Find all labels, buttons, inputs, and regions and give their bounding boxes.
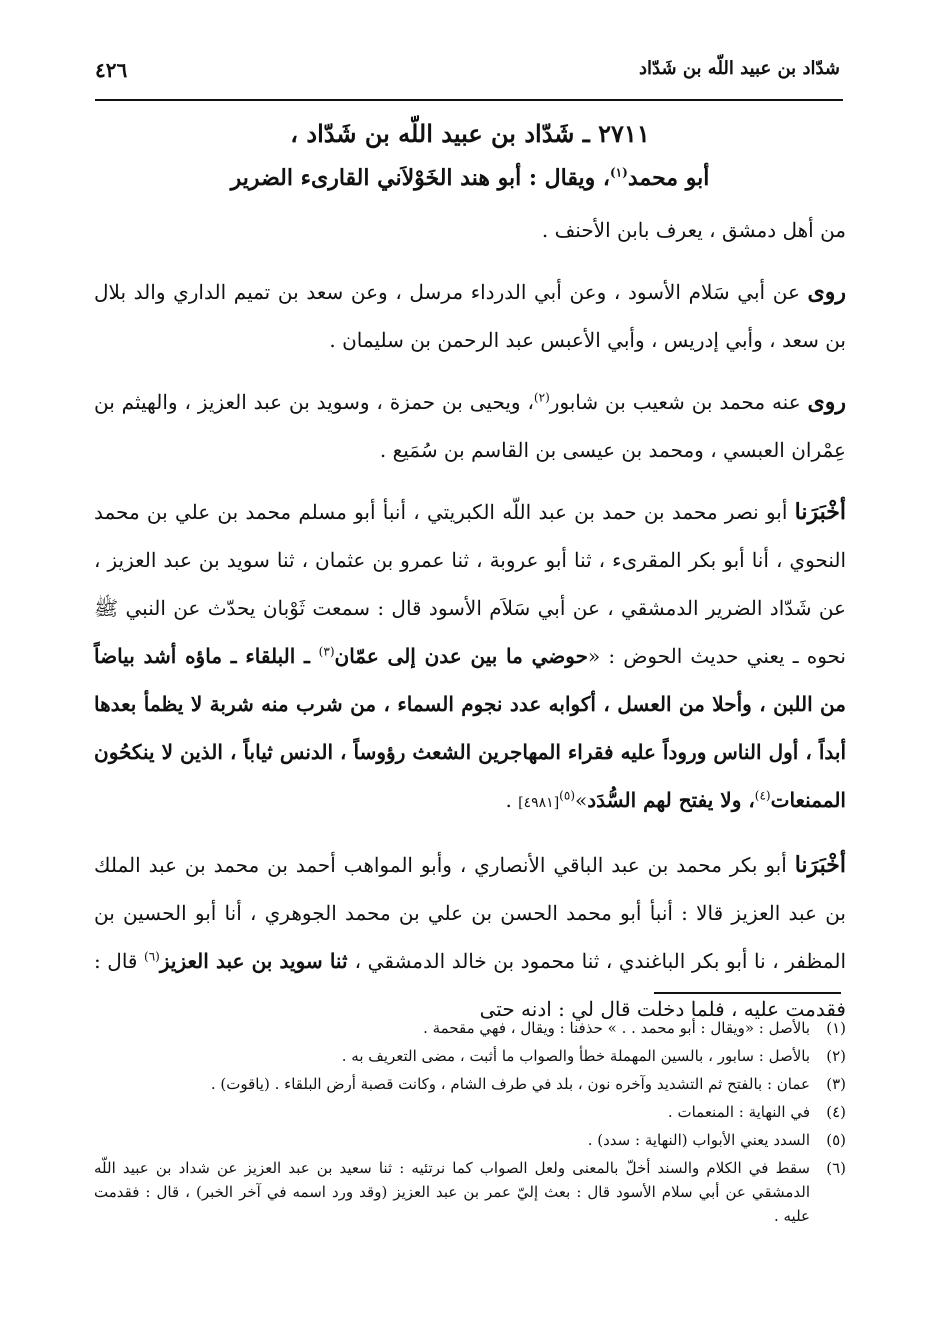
subtitle-part-b: ، ويقال : أبو هند الخَوْلاَني القارىء الضرير [230, 165, 610, 191]
footnote-marker: (٥) [559, 788, 575, 803]
paragraph-lead: أخْبَرَنا [794, 499, 846, 525]
footnote-number: (٥) [826, 1131, 846, 1149]
hadith-reference: [٤٩٨١] [518, 795, 560, 811]
paragraph-text: ، ويحيى بن حمزة ، وسويد بن عبد العزيز ، والهيثم بن عِمْران العبسي ، ومحمد بن عيسى بن القاسم بن سُمَيع . [94, 390, 846, 462]
isnad-text: أبو بكر محمد بن عبد الباقي الأنصاري ، وأبو المواهب أحمد بن محمد بن عبد الملك بن عبد العزيز قالا : أنبأ أبو محمد الحسن بن علي بن محمد الجوهري ، أنا أبو الحسين بن المظفر ، نا أبو بكر الباغندي ، ثنا محمود بن خالد الدمشقي ، [94, 853, 847, 973]
footnote [94, 1156, 846, 1228]
paragraph-text: قال : فقدمت عليه ، فلما دخلت قال لي : ادنه حتى [94, 949, 846, 1021]
hadith-text: حوضي ما بين عدن إلى عمّان [334, 644, 588, 668]
quote-close: » [575, 788, 588, 812]
paragraph-text: عن أبي سَلام الأسود ، وعن أبي الدرداء مرسل ، وعن سعد بن تميم الداري والد بلال بن سعد ، وأبي إدريس ، وأبي الأعبس عبد الرحمن بن سليمان . [94, 280, 846, 352]
footnote-text: السدد يعني الأبواب (النهاية : سدد) . [587, 1131, 810, 1149]
paragraph-text: عنه محمد بن شعيب بن شابور [549, 390, 801, 414]
footnote-number: (٢) [826, 1047, 846, 1065]
paragraph-hadith [94, 488, 846, 827]
footnote-number: (١) [826, 1019, 846, 1037]
footnote [94, 1044, 846, 1068]
paragraph-lead: أخْبَرَنا [794, 852, 847, 878]
footnote-number: (٤) [826, 1103, 846, 1121]
isnad-bold: ثنا سويد بن عبد العزيز [159, 949, 355, 973]
footnote [94, 1016, 846, 1040]
hadith-text: ـ البلقاء ـ ماؤه أشد بياضاً من اللبن ، وأحلا من العسل ، أكوابه عدد نجوم السماء ، من شرب منه شربة لا يظمأ بعدها أبداً ، أول الناس وروداً عليه فقراء المهاجرين الشعث رؤوساً ، الدنس ثياباً ، الذين لا ينكحُون الممنعات [94, 644, 846, 812]
paragraph-narrated-by [94, 378, 846, 474]
entry-origin: من أهل دمشق ، يعرف بابن الأحنف . [541, 218, 846, 242]
footnote-text: سقط في الكلام والسند أخلّ بالمعنى ولعل الصواب كما نرتئيه : ثنا سعيد بن عبد العزيز عن شداد بن عبيد اللّه الدمشقي عن أبي سلام الأسود قال : بعث إليّ عمر بن عبد العزيز (وقد ورد اسمه في آخر الخبر) ، قال : فقدمت عليه . [94, 1159, 810, 1225]
isnad-text: أبو نصر محمد بن حمد بن عبد اللّه الكبريتي ، أنبأ أبو مسلم محمد بن علي بن محمد النحوي ، أنا أبو بكر المقرىء ، ثنا أبو عروبة ، ثنا عمرو بن عثمان ، ثنا سويد بن عبد العزيز ، عن شَدّاد الضرير الدمشقي ، عن أبي سَلاَم الأسود قال : سمعت ثَوْبان يحدّث عن النبي ﷺ نحوه ـ يعني حديث الحوض : « [94, 500, 846, 668]
footnote [94, 1072, 846, 1096]
footnote-text: عمان : بالفتح ثم التشديد وآخره نون ، بلد في طرف الشام ، وكانت قصبة أرض البلقاء . (ياقوت) . [210, 1075, 810, 1093]
page-header [95, 58, 840, 92]
footnote-marker: (٦) [144, 949, 160, 964]
paragraph-second-chain [94, 841, 846, 1033]
main-text [94, 112, 846, 1033]
footnote-rule [654, 992, 841, 994]
footnote-text: بالأصل : سابور ، بالسين المهملة خطأ والصواب ما أثبت ، مضى التعريف به . [341, 1047, 810, 1065]
footnotes [94, 1016, 846, 1232]
paragraph-lead: روى [807, 389, 846, 415]
subtitle-part-a: أبو محمد [627, 165, 710, 191]
paragraph-lead: روى [807, 279, 846, 305]
entry-subtitle [94, 156, 846, 200]
page-number: ٤٢٦ [95, 58, 128, 82]
paragraph-narrated-from [94, 268, 846, 364]
footnote-marker: (٤) [754, 788, 771, 803]
hadith-text: ، ولا يفتح لهم السُّدَد [587, 788, 755, 812]
footnote [94, 1128, 846, 1152]
sentence-end: . [505, 788, 519, 812]
footnote-number: (٣) [826, 1075, 846, 1093]
footnote [94, 1100, 846, 1124]
footnote-marker: (٢) [533, 390, 550, 405]
footnote-marker: (٣) [318, 644, 335, 659]
footnote-text: في النهاية : المنعمات . [667, 1103, 810, 1121]
header-rule [95, 99, 843, 101]
entry-title: ٢٧١١ ـ شَدّاد بن عبيد اللّه بن شَدّاد ، [290, 119, 650, 148]
footnote-marker: (١) [609, 165, 628, 180]
running-title: شدّاد بن عبيد اللّه بن شَدّاد [639, 58, 840, 79]
footnote-text: بالأصل : «ويقال : أبو محمد . . » حذفنا : ويقال ، فهي مقحمة . [423, 1019, 810, 1037]
footnote-number: (٦) [826, 1159, 846, 1177]
